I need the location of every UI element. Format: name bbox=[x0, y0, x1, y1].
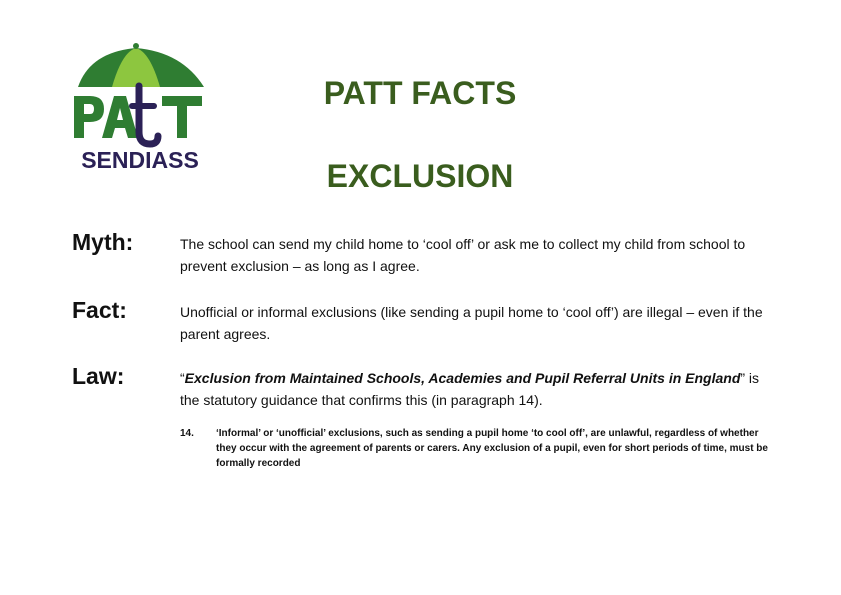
page-title: PATT FACTS bbox=[323, 75, 517, 111]
guidance-paragraph-quote bbox=[180, 426, 780, 471]
law-text-rest: the statutory guidance that confirms this (in paragraph 14). bbox=[180, 392, 543, 408]
law-text bbox=[180, 367, 770, 411]
page-subtitle: EXCLUSION bbox=[326, 158, 514, 194]
law-label: Law: bbox=[72, 363, 125, 389]
paragraph-text: ‘Informal’ or ‘unofficial’ exclusions, such as sending a pupil home ‘to cool off’, are unlawful, regardless of whether they occur with the agreement of parents or carers. Any exclusion of a pupil, even for short periods of time, must be formally recorded bbox=[216, 428, 768, 469]
fact-text: Unofficial or informal exclusions (like sending a pupil home to ‘cool off’) are illegal – even if the parent agrees. bbox=[180, 304, 763, 342]
logo-sendiass-text: SENDIASS bbox=[81, 147, 199, 173]
guidance-title: Exclusion from Maintained Schools, Academies and Pupil Referral Units in England bbox=[184, 370, 741, 386]
patt-sendiass-logo bbox=[70, 40, 210, 175]
myth-text: The school can send my child home to ‘cool off’ or ask me to collect my child from school to prevent exclusion – as long as I agree. bbox=[180, 236, 746, 274]
paragraph-number: 14. bbox=[180, 428, 194, 439]
law-open-quote: “ bbox=[180, 370, 185, 386]
fact-label: Fact: bbox=[72, 297, 127, 323]
law-close-quote: ” is bbox=[740, 370, 760, 386]
myth-label: Myth: bbox=[72, 229, 134, 255]
umbrella-logo-icon bbox=[70, 40, 210, 175]
